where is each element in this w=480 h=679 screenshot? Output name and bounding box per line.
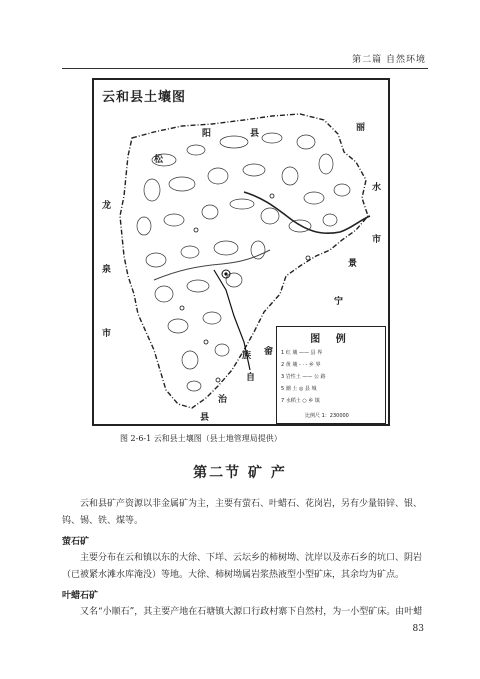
legend-row: 3 岩性土 —— 公 路 [281, 374, 326, 380]
map-label: 自 [246, 373, 256, 383]
intro-paragraph: 云和县矿产资源以非金属矿为主，主要有萤石、叶蜡石、花岗岩，另有少量铅锌、银、钨、锡、铁、煤等。 [62, 499, 423, 526]
map-label: 泉 [102, 265, 112, 275]
map-label: 族 [242, 351, 252, 361]
map-label: 县 [250, 129, 260, 139]
map-label: 丽 [356, 123, 366, 133]
legend-title: 图 例 [310, 334, 352, 345]
legend-row: 2 黄 壤 - · - 乡 界 [281, 362, 321, 368]
map-label: 松 [154, 155, 164, 165]
map-label: 市 [102, 329, 112, 339]
map-title: 云和县土壤图 [102, 90, 187, 105]
pyrophyllite-paragraph: 又名“小顺石”，其主要产地在石塘镇大源口行政村寨下自然村，为一小型矿床。由叶蜡 [80, 607, 423, 617]
map-label: 市 [372, 235, 382, 245]
pyrophyllite-heading: 叶蜡石矿 [62, 591, 99, 601]
river-branch [154, 250, 270, 280]
map-label: 治 [218, 395, 228, 405]
map-label: 水 [372, 183, 382, 193]
map-label: 宁 [334, 297, 344, 307]
legend-row: 5 潮 土 ◎ 县 城 [281, 386, 317, 392]
map-label: 景 [348, 259, 358, 269]
figure-caption: 图 2-6-1 云和县土壤图（县土地管理局提供） [120, 434, 282, 443]
section-heading: 第二节 矿 产 [193, 465, 287, 481]
legend-row: 1 红 壤 —— 县 界 [281, 350, 323, 356]
map-label: 龙 [102, 201, 112, 211]
legend-scale: 比例尺 1：230000 [305, 413, 349, 419]
fluorite-paragraph: 主要分布在云和镇以东的大徐、下垟、云坛乡的柿树坳、沈岸以及赤石乡的坑口、阴岩（已被紧水滩水库淹没）等地。大徐、柿树坳属岩浆热液型小型矿床，其余均为矿点。 [62, 553, 423, 580]
map-label: 阳 [202, 129, 212, 139]
river [244, 192, 370, 233]
map-label: 县 [200, 413, 210, 423]
map-label: 畲 [264, 347, 274, 357]
page-number: 83 [412, 624, 424, 634]
running-header [62, 52, 428, 69]
running-title: 第二篇 自然环境 [352, 55, 426, 65]
soil-map [92, 78, 390, 426]
fluorite-heading: 萤石矿 [62, 537, 90, 547]
legend-row: 7 水稻土 ○ 乡 镇 [281, 398, 320, 404]
map-legend [276, 326, 386, 424]
